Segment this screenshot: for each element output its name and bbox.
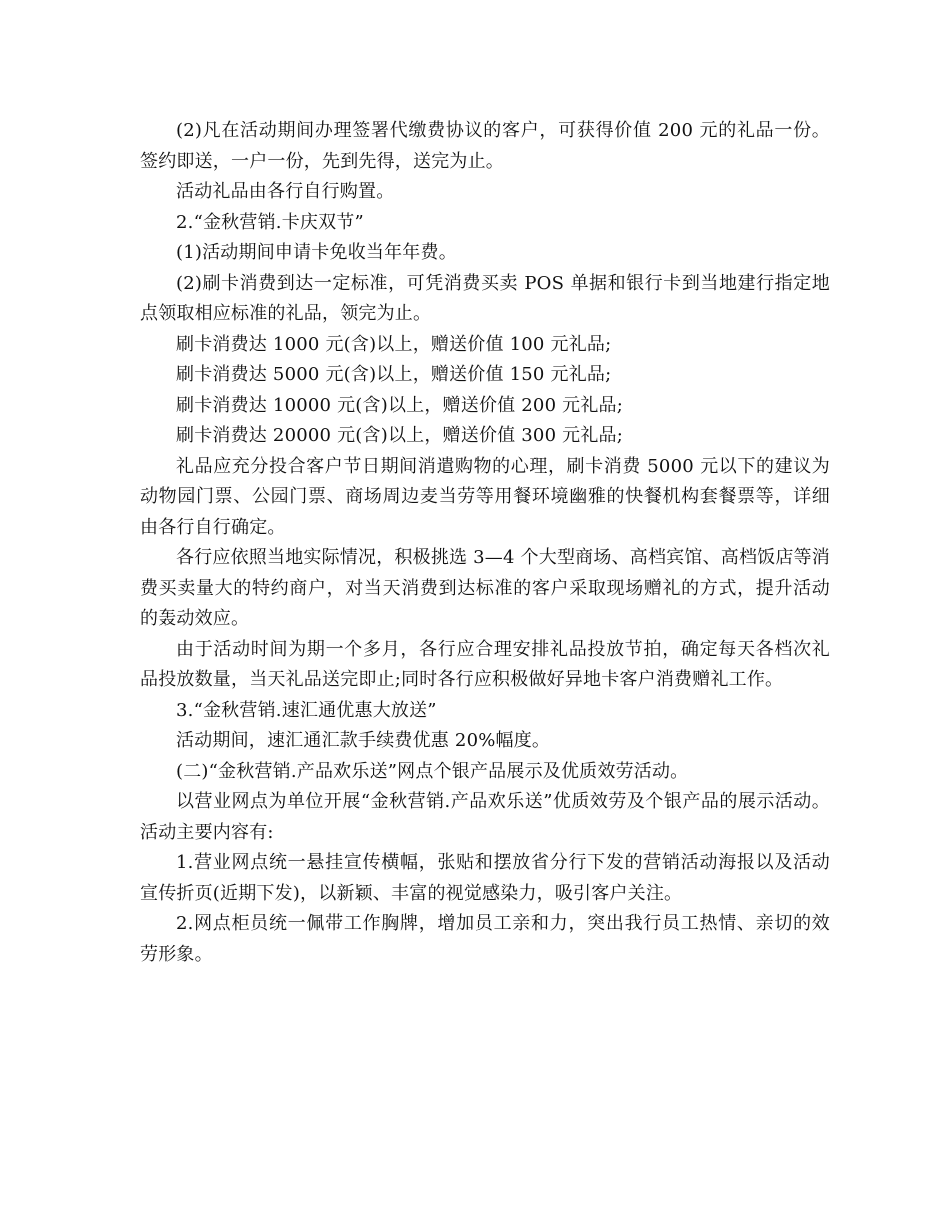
paragraph: 活动期间，速汇通汇款手续费优惠 20%幅度。 — [176, 730, 551, 751]
paragraph: 2.网点柜员统一佩带工作胸牌，增加员工亲和力，突出我行员工热情、亲切的效劳形象。 — [140, 913, 830, 965]
paragraph: 以营业网点为单位开展“金秋营销.产品欢乐送”优质效劳及个银产品的展示活动。活动主要内容有: — [140, 791, 830, 843]
paragraph: 各行应依照当地实际情况，积极挑选 3—4 个大型商场、高档宾馆、高档饭店等消费买卖量大的特约商户，对当天消费到达标准的客户采取现场赠礼的方式，提升活动的轰动效应。 — [140, 547, 830, 629]
paragraph: 1.营业网点统一悬挂宣传横幅，张贴和摆放省分行下发的营销活动海报以及活动宣传折页(近期下发)，以新颖、丰富的视觉感染力，吸引客户关注。 — [140, 852, 830, 904]
paragraph: 刷卡消费达 20000 元(含)以上，赠送价值 300 元礼品; — [176, 425, 624, 446]
paragraph: (2)刷卡消费到达一定标准，可凭消费买卖 POS 单据和银行卡到当地建行指定地点领取相应标准的礼品，领完为止。 — [140, 272, 830, 324]
paragraph: (1)活动期间申请卡免收当年年费。 — [176, 242, 457, 263]
paragraph: 刷卡消费达 1000 元(含)以上，赠送价值 100 元礼品; — [176, 333, 612, 355]
paragraph: 由于活动时间为期一个多月，各行应合理安排礼品投放节拍，确定每天各档次礼品投放数量，当天礼品送完即止;同时各行应积极做好异地卡客户消费赠礼工作。 — [140, 638, 830, 690]
paragraph: 2.“金秋营销.卡庆双节” — [176, 211, 364, 233]
paragraph: (2)凡在活动期间办理签署代缴费协议的客户，可获得价值 200 元的礼品一份。签约即送，一户一份，先到先得，送完为止。 — [140, 120, 830, 172]
paragraph: (二)“金秋营销.产品欢乐送”网点个银产品展示及优质效劳活动。 — [176, 760, 689, 782]
paragraph: 活动礼品由各行自行购置。 — [176, 181, 395, 202]
document-body — [140, 116, 830, 970]
paragraph: 刷卡消费达 10000 元(含)以上，赠送价值 200 元礼品; — [176, 394, 624, 416]
paragraph: 3.“金秋营销.速汇通优惠大放送” — [176, 699, 437, 721]
paragraph: 礼品应充分投合客户节日期间消遣购物的心理，刷卡消费 5000 元以下的建议为动物园门票、公园门票、商场周边麦当劳等用餐环境幽雅的快餐机构套餐票等，详细由各行自行确定。 — [140, 455, 830, 538]
paragraph: 刷卡消费达 5000 元(含)以上，赠送价值 150 元礼品; — [176, 364, 612, 385]
